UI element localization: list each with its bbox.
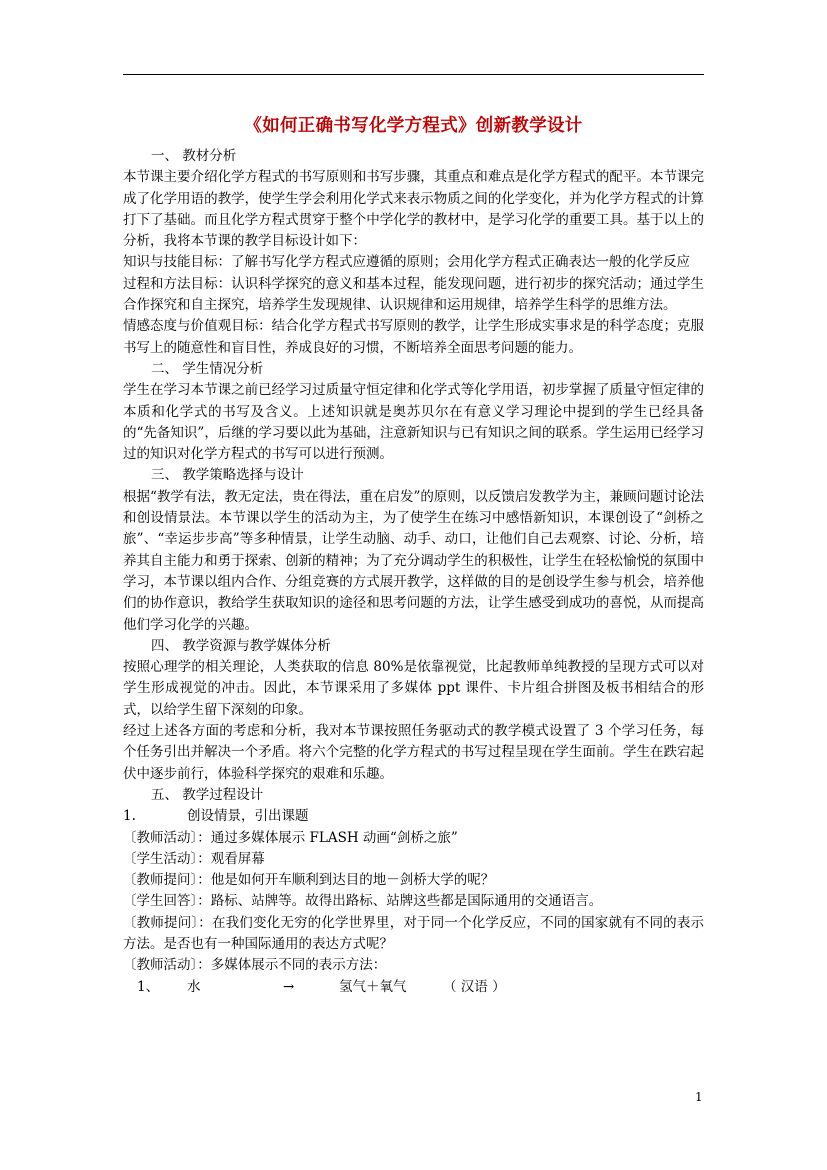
body-paragraph: 学生在学习本节课之前已经学习过质量守恒定律和化学式等化学用语，初步掌握了质量守恒定律的本质和化学式的书写及含义。上述知识就是奥苏贝尔在有意义学习理论中提到的学生已经具备的“先备知识”，后继的学习要以此为基础，注意新知识与已有知识之间的联系。学生运用已经学习过的知识对化学方程式的书写可以进行预测。 — [123, 382, 704, 463]
section-heading: 一、 教材分析 — [151, 148, 237, 164]
body-paragraph: 按照心理学的相关理论，人类获取的信息 80%是依靠视觉，比起教师单纯教授的呈现方式可以对学生形成视觉的冲击。因此，本节课采用了多媒体 ppt 课件、卡片组合拼图及板书相结合的形式，以给学生留下深刻的印象。 — [123, 659, 704, 718]
equation-language: （ 汉语 ） — [443, 978, 506, 995]
dialog-line: 〔教师活动〕：多媒体展示不同的表示方法： — [123, 957, 387, 974]
body-paragraph: 经过上述各方面的考虑和分析，我对本节课按照任务驱动式的教学模式设置了 3 个学习任务，每个任务引出并解决一个矛盾。将六个完整的化学方程式的书写过程呈现在学生面前。学生在跌宕起伏中逐步前行，体验科学探究的艰难和乐趣。 — [123, 723, 704, 782]
step-number: 1. — [123, 808, 136, 825]
step-text: 创设情景，引出课题 — [187, 808, 309, 825]
body-paragraph: 过程和方法目标：认识科学探究的意义和基本过程，能发现问题，进行初步的探究活动；通过学生合作探究和自主探究，培养学生发现规律、认识规律和运用规律，培养学生科学的思维方法。 — [123, 275, 704, 314]
body-paragraph: 本节课主要介绍化学方程式的书写原则和书写步骤，其重点和难点是化学方程式的配平。本节课完成了化学用语的教学，使学生学会利用化学式来表示物质之间的化学变化，并为化学方程式的计算打下了基础。而且化学方程式贯穿于整个中学化学的教材中，是学习化学的重要工具。基于以上的分析，我将本节课的教学目标设计如下： — [123, 169, 704, 250]
equation-arrow: → — [283, 978, 295, 995]
section-heading: 五、 教学过程设计 — [151, 786, 264, 803]
document-body — [123, 146, 704, 998]
dialog-line: 〔教师提问〕：他是如何开车顺利到达目的地－剑桥大学的呢？ — [123, 872, 495, 889]
body-paragraph: 根据“教学有法，教无定法，贵在得法，重在启发”的原则，以反馈启发教学为主，兼顾问题讨论法和创设情景法。本节课以学生的活动为主，为了使学生在练习中感悟新知识，本课创设了“剑桥之旅”、“幸运步步高”等多种情景，让学生动脑、动手、动口，让他们自己去观察、讨论、分析，培养其自主能力和勇于探索、创新的精神；为了充分调动学生的积极性，让学生在轻松愉悦的氛围中学习，本节课以组内合作、分组竞赛的方式展开教学，这样做的目的是创设学生参与机会，培养他们的协作意识，教给学生获取知识的途径和思考问题的方法，让学生感受到成功的喜悦，从而提高他们学习化学的兴趣。 — [123, 488, 704, 633]
dialog-line: 〔学生回答〕：路标、站牌等。故得出路标、站牌这些都是国际通用的交通语言。 — [123, 893, 603, 910]
section-heading: 三、 教学策略选择与设计 — [151, 467, 304, 484]
body-paragraph: 情感态度与价值观目标：结合化学方程式书写原则的教学，让学生形成实事求是的科学态度；克服书写上的随意性和盲目性，养成良好的习惯，不断培养全面思考问题的能力。 — [123, 318, 704, 356]
body-paragraph: 知识与技能目标：了解书写化学方程式应遵循的原则；会用化学方程式正确表达一般的化学反应 — [123, 254, 690, 271]
equation-products: 氢气＋氧气 — [339, 978, 407, 995]
document-title: 《如何正确书写化学方程式》创新教学设计 — [244, 116, 583, 136]
page-number: 1 — [695, 1090, 703, 1104]
dialog-line: 〔教师提问〕：在我们变化无穷的化学世界里，对于同一个化学反应，不同的国家就有不同的表示方法。是否也有一种国际通用的表达方式呢？ — [123, 914, 704, 952]
paragraph-list — [123, 146, 704, 806]
step-heading — [123, 806, 704, 827]
dialog-line: 〔学生活动〕：观看屏幕 — [123, 850, 265, 867]
section-heading: 二、 学生情况分析 — [151, 360, 264, 377]
header-rule — [123, 74, 704, 75]
equation-reactant: 水 — [187, 978, 201, 995]
equation-number: 1、 — [137, 978, 160, 995]
equation-line — [123, 977, 704, 998]
dialog-line: 〔教师活动〕：通过多媒体展示 FLASH 动画“剑桥之旅” — [123, 829, 458, 846]
section-heading: 四、 教学资源与教学媒体分析 — [151, 637, 331, 654]
dialog-list — [123, 828, 704, 977]
